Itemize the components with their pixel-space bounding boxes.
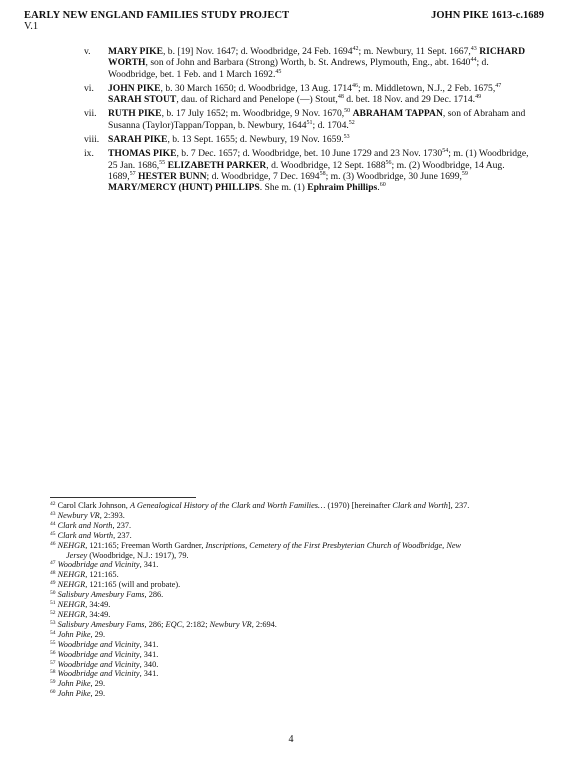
footnote-48: $^{48}$ NEHGR, 121:165. — [50, 570, 119, 580]
entry-number: vii. — [84, 108, 97, 120]
footnote-46: $^{46}$ NEHGR, 121:165; Freeman Worth Gardner, Inscriptions, Cemetery of the First Presbyterian Church of Woodbridge, New Jersey (Woodbridge, N.J.: 1917), 79. — [50, 540, 462, 560]
footnote-49: $^{49}$ NEHGR, 121:165 (will and probate). — [50, 580, 181, 590]
footnote-53: $^{53}$ Salisbury Amesbury Fams, 286; EQC, 2:182; Newbury VR, 2:694. — [50, 619, 277, 629]
footnote-50: $^{50}$ Salisbury Amesbury Fams, 286. — [50, 590, 164, 600]
children-list — [84, 46, 532, 197]
child-entry-vi — [84, 83, 532, 106]
page-number: 4 — [288, 734, 294, 745]
footnote-60: $^{60}$ John Pike, 29. — [50, 689, 106, 699]
footnote-51: $^{51}$ NEHGR, 34:49. — [50, 600, 111, 610]
entry-text: JOHN PIKE, b. 30 March 1650; d. Woodbridge, 13 Aug. 1714$^{46}$; m. Middletown, N.J., 2 Feb. 1675,47 SARAH STOUT, dau. of Richard and Penelope (—) Stout,$^{48}$ d. bet. 18 Nov. and 29 Dec. 1714.49 — [108, 82, 502, 106]
footnote-56: $^{56}$ Woodbridge and Vicinity, 341. — [50, 649, 159, 659]
footnote-55: $^{55}$ Woodbridge and Vicinity, 341. — [50, 639, 159, 649]
footnote-58: $^{58}$ Woodbridge and Vicinity, 341. — [50, 669, 159, 679]
footnote-45: $^{45}$ Clark and Worth, 237. — [50, 530, 132, 540]
entry-number: vi. — [84, 82, 94, 94]
footnote-44: $^{44}$ Clark and North, 237. — [50, 520, 132, 530]
entry-number: v. — [84, 46, 91, 57]
running-header-title: EARLY NEW ENGLAND FAMILIES STUDY PROJECT — [24, 10, 290, 21]
footnote-59: $^{59}$ John Pike, 29. — [50, 679, 106, 689]
running-header-subject: JOHN PIKE 1613-c.1689 — [431, 10, 544, 21]
entry-text: THOMAS PIKE, b. 7 Dec. 1657; d. Woodbridge, bet. 10 June 1729 and 23 Nov. 1730$^{54}$; m. (1) Woodbridge, 25 Jan. 1686,55 ELIZABETH PARKER, d. Woodbridge, 12 Sept. 1688$^{56}$; m. (2) Woodbridge, 14 Aug. 1689,57 HESTER BUNN; d. Woodbridge, 7 Dec. 1694$^{58}$; m. (3) Woodbridge, 30 June 1699,59 MARY/MERCY (HUNT) PHILLIPS. She m. (1) Ephraim Phillips.$^{60}$ — [108, 148, 529, 194]
entry-text: MARY PIKE, b. [19] Nov. 1647; d. Woodbridge, 24 Feb. 1694$^{42}$; m. Newbury, 11 Sept. 1667,43 RICHARD WORTH, son of John and Barbara (Strong) Worth, b. St. Andrews, Plymouth, Eng., abt. 1640$^{44}$; d. Woodbridge, bet. 1 Feb. and 1 March 1692.45 — [108, 46, 526, 80]
footnote-52: $^{52}$ NEHGR, 34:49. — [50, 609, 111, 619]
child-entry-vii — [84, 108, 532, 131]
footnotes — [50, 501, 530, 699]
entry-number: viii. — [84, 134, 100, 146]
child-entry-v — [84, 46, 532, 80]
footnote-57: $^{57}$ Woodbridge and Vicinity, 340. — [50, 659, 159, 669]
footnote-47: $^{47}$ Woodbridge and Vicinity, 341. — [50, 560, 159, 570]
child-entry-ix — [84, 148, 532, 193]
entry-text: SARAH PIKE, b. 13 Sept. 1655; d. Newbury, 19 Nov. 1659.53 — [108, 134, 350, 146]
version-label: V.1 — [24, 21, 39, 32]
footnote-separator — [50, 497, 196, 498]
entry-number: ix. — [84, 148, 94, 160]
footnote-42: $^{42}$ Carol Clark Johnson, A Genealogical History of the Clark and Worth Families… (1970) [hereinafter Clark and Worth], 237. — [50, 501, 470, 510]
footnote-54: $^{54}$ John Pike, 29. — [50, 629, 106, 639]
footnote-43: $^{43}$ Newbury VR, 2:393. — [50, 510, 125, 520]
entry-text: RUTH PIKE, b. 17 July 1652; m. Woodbridge, 9 Nov. 1670,50 ABRAHAM TAPPAN, son of Abraham and Susanna (Taylor)Tappan/Toppan, b. Newbury, 1644$^{51}$; d. 1704.52 — [108, 108, 526, 131]
child-entry-viii — [84, 134, 532, 145]
